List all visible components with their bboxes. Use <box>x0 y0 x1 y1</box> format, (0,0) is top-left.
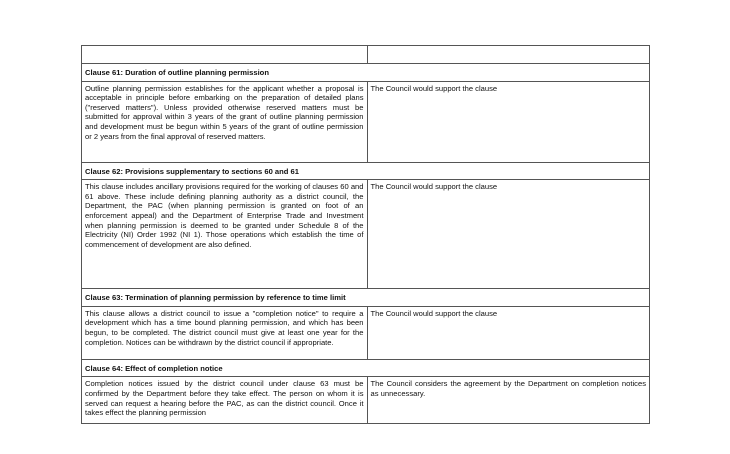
clause-63-heading-row <box>82 289 650 307</box>
clause-table <box>81 45 650 424</box>
blank-cell-right <box>367 46 650 64</box>
clause-62-heading-row <box>82 162 650 180</box>
clause-61-text: Outline planning permission establishes for the applicant whether a proposal is acceptable in principle before embarking on the preparation of detailed plans ("reserved matters"). Unless provided otherwise reserved matters must be submitted for approval within 3 years of the grant of outline planning permission and development must be begun within 5 years of the grant of outline permission or 2 years from the final approval of reserved matters. <box>82 81 368 162</box>
clause-64-response: The Council considers the agreement by the Department on completion notices as unnecessary. <box>367 377 650 424</box>
clause-62-response: The Council would support the clause <box>367 180 650 289</box>
clause-64-text-cell <box>82 377 368 424</box>
clause-64-heading: Clause 64: Effect of completion notice <box>82 359 650 377</box>
clause-61-body-row <box>82 81 650 162</box>
clause-63-heading: Clause 63: Termination of planning permission by reference to time limit <box>82 289 650 307</box>
clause-64-body-row <box>82 377 650 424</box>
clause-64-text: Completion notices issued by the district council under clause 63 must be confirmed by the Department before they take effect. The person on whom it is served can request a hearing before the PAC, as can the district council. Once it takes effect the planning permission <box>85 379 364 418</box>
clause-61-response: The Council would support the clause <box>367 81 650 162</box>
blank-cell-left <box>82 46 368 64</box>
clause-62-heading: Clause 62: Provisions supplementary to sections 60 and 61 <box>82 162 650 180</box>
clause-63-text: This clause allows a district council to issue a "completion notice" to require a development which has a time bound planning permission, and which has been begun, to be completed. The district council must give at least one year for the completion. Notices can be withdrawn by the district council if appropriate. <box>82 306 368 359</box>
clause-62-body-row <box>82 180 650 289</box>
clause-61-heading-row <box>82 64 650 82</box>
clause-64-heading-row <box>82 359 650 377</box>
clause-63-body-row <box>82 306 650 359</box>
table-row-blank <box>82 46 650 64</box>
clause-61-heading: Clause 61: Duration of outline planning permission <box>82 64 650 82</box>
clause-63-response: The Council would support the clause <box>367 306 650 359</box>
clause-62-text: This clause includes ancillary provisions required for the working of clauses 60 and 61 above. These include defining planning authority as a district council, the Department, the PAC (when planning permission is granted on foot of an enforcement appeal) and the Department of Enterprise Trade and Investment when planning permission is deemed to be granted under Schedule 8 of the Electricity (NI) Order 1992 (NI 1). Those operations which establish the time of commencement of development are also defined. <box>82 180 368 289</box>
